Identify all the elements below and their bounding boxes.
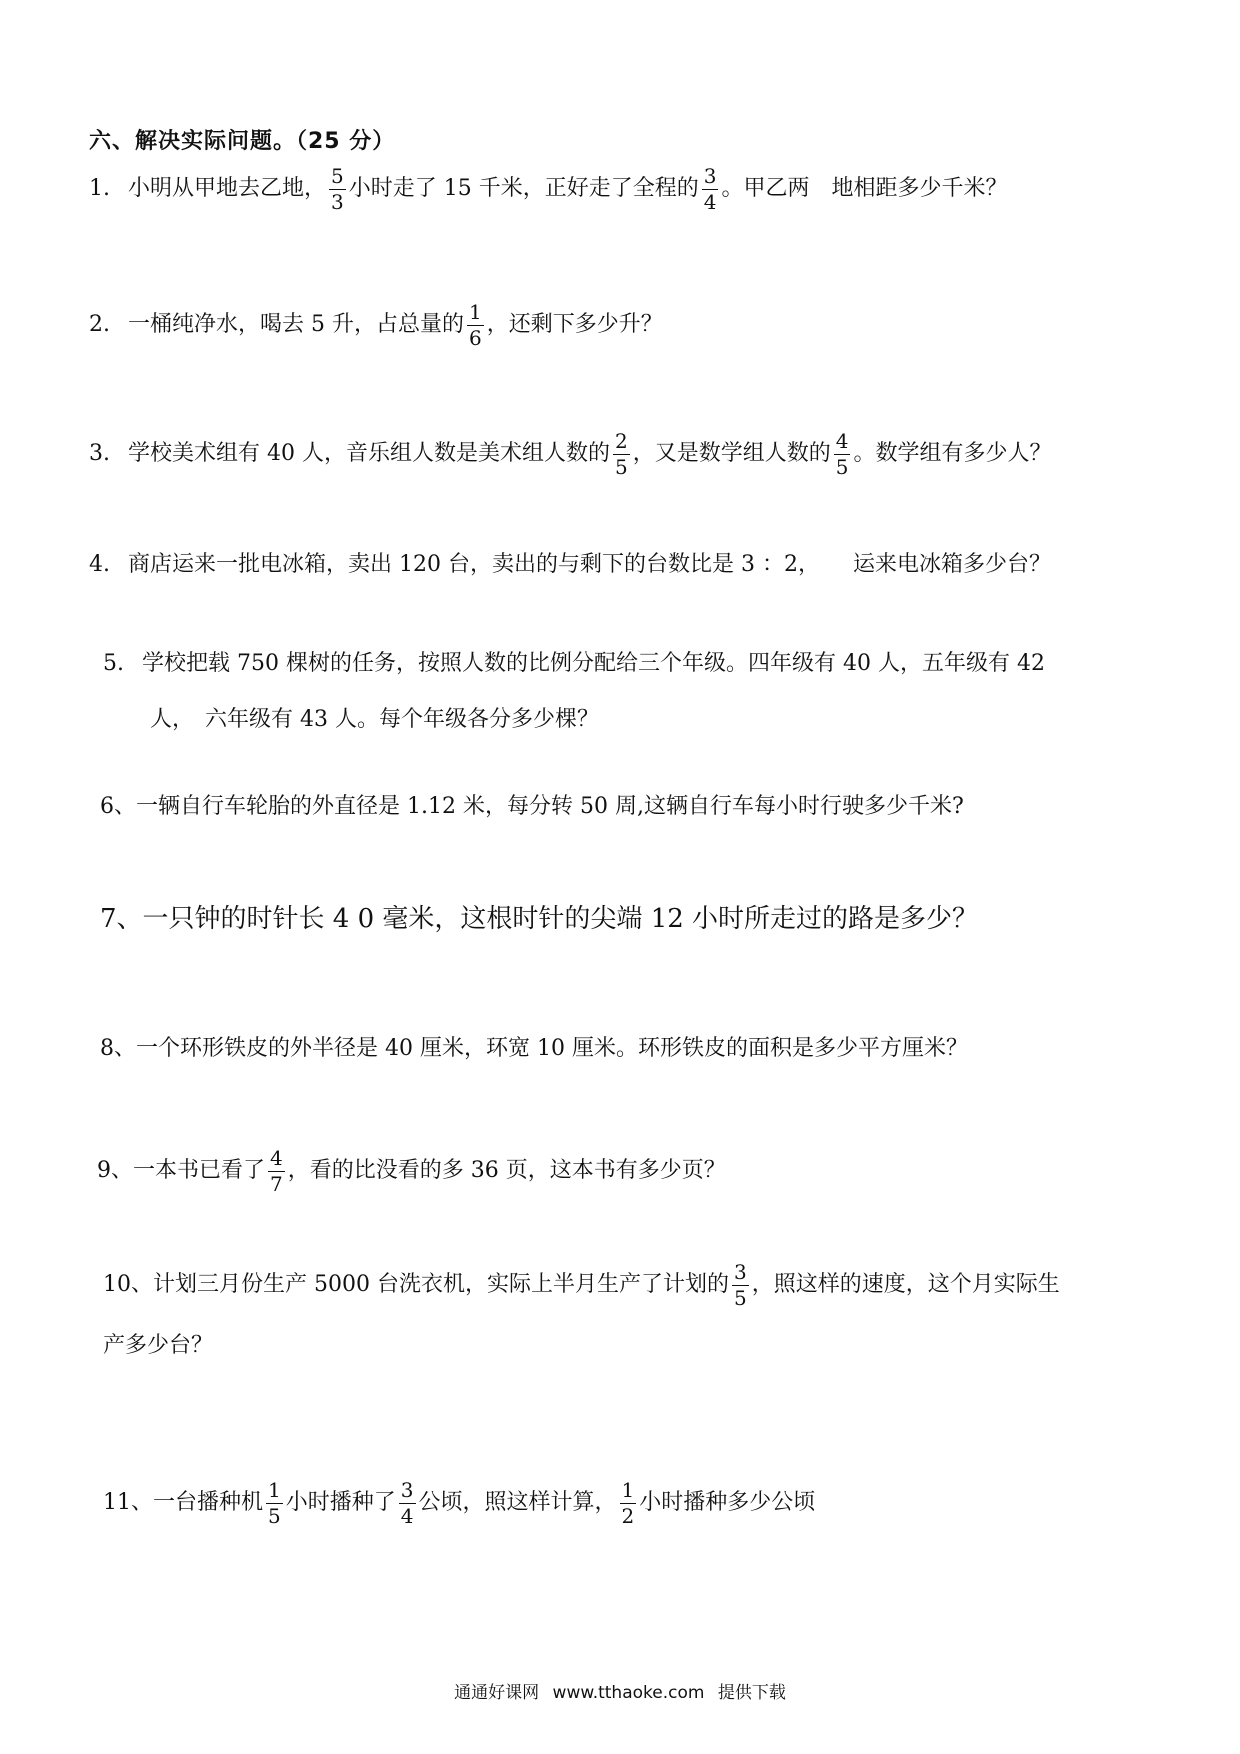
fraction-denominator: 3	[331, 190, 344, 214]
question-text: 一只钟的时针长 4 0 毫米，这根时针的尖端 12 小时所走过的路是多少？	[142, 904, 979, 934]
footer-url[interactable]: www.tthaoke.com	[552, 1683, 705, 1703]
question-number: 9、	[97, 1158, 133, 1184]
fraction	[732, 1262, 749, 1309]
question-9	[97, 1148, 726, 1195]
question-text: 商店运来一批电冰箱，卖出 120 台，卖出的与剩下的台数比是 3 ：2， 运来电冰箱多少台？	[128, 552, 1051, 577]
fraction-denominator: 4	[703, 190, 717, 214]
question-text: ，看的比没看的多 36 页，这本书有多少页？	[287, 1158, 726, 1184]
question-number: 6、	[100, 794, 136, 819]
question-number: 3.	[89, 441, 110, 467]
fraction-numerator: 2	[614, 429, 628, 453]
question-text: 一台播种机	[153, 1490, 264, 1516]
fraction-numerator: 1	[268, 1478, 281, 1502]
question-text: ，照这样的速度，这个月实际生	[751, 1272, 1060, 1298]
question-text: 学校美术组有 40 人，音乐组人数是美术组人数的	[128, 441, 610, 467]
section-title: 六、解决实际问题。（25 分）	[89, 129, 396, 154]
fraction-numerator: 1	[621, 1478, 635, 1502]
fraction	[613, 431, 630, 478]
fraction-numerator: 4	[270, 1146, 283, 1170]
question-7	[100, 904, 978, 935]
question-text: 一桶纯净水，喝去 5 升，占总量的	[128, 312, 464, 338]
fraction-denominator: 5	[835, 455, 849, 479]
fraction-denominator: 2	[621, 1504, 635, 1528]
fraction-denominator: 5	[614, 455, 628, 479]
fraction-numerator: 3	[733, 1260, 747, 1284]
question-text: 。甲乙两 地相距多少千米？	[721, 176, 1008, 202]
question-number: 1.	[89, 176, 110, 202]
question-text: 小时走了 15 千米，正好走了全程的	[348, 176, 699, 202]
question-text: 产多少台？	[103, 1333, 214, 1358]
question-6	[100, 794, 964, 820]
fraction-numerator: 5	[331, 164, 344, 188]
question-number: 4.	[89, 552, 110, 577]
fraction	[268, 1148, 285, 1195]
question-1	[89, 166, 1007, 213]
question-number: 8、	[100, 1036, 136, 1061]
fraction	[399, 1480, 416, 1527]
question-number: 2.	[89, 312, 110, 338]
footer	[0, 1678, 1240, 1703]
fraction-denominator: 6	[469, 326, 482, 350]
footer-suffix: 提供下载	[717, 1683, 786, 1703]
fraction	[702, 166, 719, 213]
question-number: 7、	[100, 904, 143, 934]
question-text: 学校把载 750 棵树的任务，按照人数的比例分配给三个年级。四年级有 40 人，五年级有 42	[142, 651, 1045, 676]
fraction	[834, 431, 851, 478]
fraction-denominator: 5	[268, 1504, 281, 1528]
question-text: 小明从甲地去乙地，	[128, 176, 327, 202]
question-2	[89, 302, 663, 349]
fraction-denominator: 4	[400, 1504, 414, 1528]
fraction-denominator: 5	[733, 1286, 747, 1310]
question-text: 计划三月份生产 5000 台洗衣机，实际上半月生产了计划的	[153, 1272, 729, 1298]
question-5	[103, 651, 1045, 734]
fraction	[329, 166, 346, 213]
question-number: 10、	[103, 1272, 153, 1298]
question-text: 一个环形铁皮的外半径是 40 厘米，环宽 10 厘米。环形铁皮的面积是多少平方厘米？	[136, 1036, 968, 1061]
fraction	[620, 1480, 637, 1527]
question-text: 一本书已看了	[133, 1158, 266, 1184]
question-text: 小时播种多少公顷	[639, 1490, 816, 1516]
footer-site-name: 通通好课网	[454, 1683, 540, 1703]
fraction-numerator: 3	[400, 1478, 414, 1502]
fraction-numerator: 1	[469, 300, 482, 324]
question-text: ，还剩下多少升？	[486, 312, 663, 338]
question-8	[100, 1036, 968, 1062]
question-number: 5.	[103, 651, 124, 676]
question-text: 人， 六年级有 43 人。每个年级各分多少棵？	[150, 707, 599, 733]
question-3	[89, 431, 1051, 478]
question-number: 11、	[103, 1490, 153, 1516]
question-text: 。数学组有多少人？	[853, 441, 1052, 467]
question-text: ，又是数学组人数的	[632, 441, 831, 467]
fraction	[266, 1480, 283, 1527]
question-11	[103, 1480, 815, 1527]
question-10	[103, 1262, 1060, 1359]
question-text: 一辆自行车轮胎的外直径是 1.12 米，每分转 50 周,这辆自行车每小时行驶多少千米?	[136, 794, 964, 819]
fraction	[467, 302, 484, 349]
question-text: 公顷，照这样计算，	[418, 1490, 617, 1516]
fraction-numerator: 4	[835, 429, 849, 453]
question-text: 小时播种了	[285, 1490, 396, 1516]
question-4	[89, 552, 1051, 578]
fraction-numerator: 3	[703, 164, 717, 188]
fraction-denominator: 7	[270, 1172, 283, 1196]
